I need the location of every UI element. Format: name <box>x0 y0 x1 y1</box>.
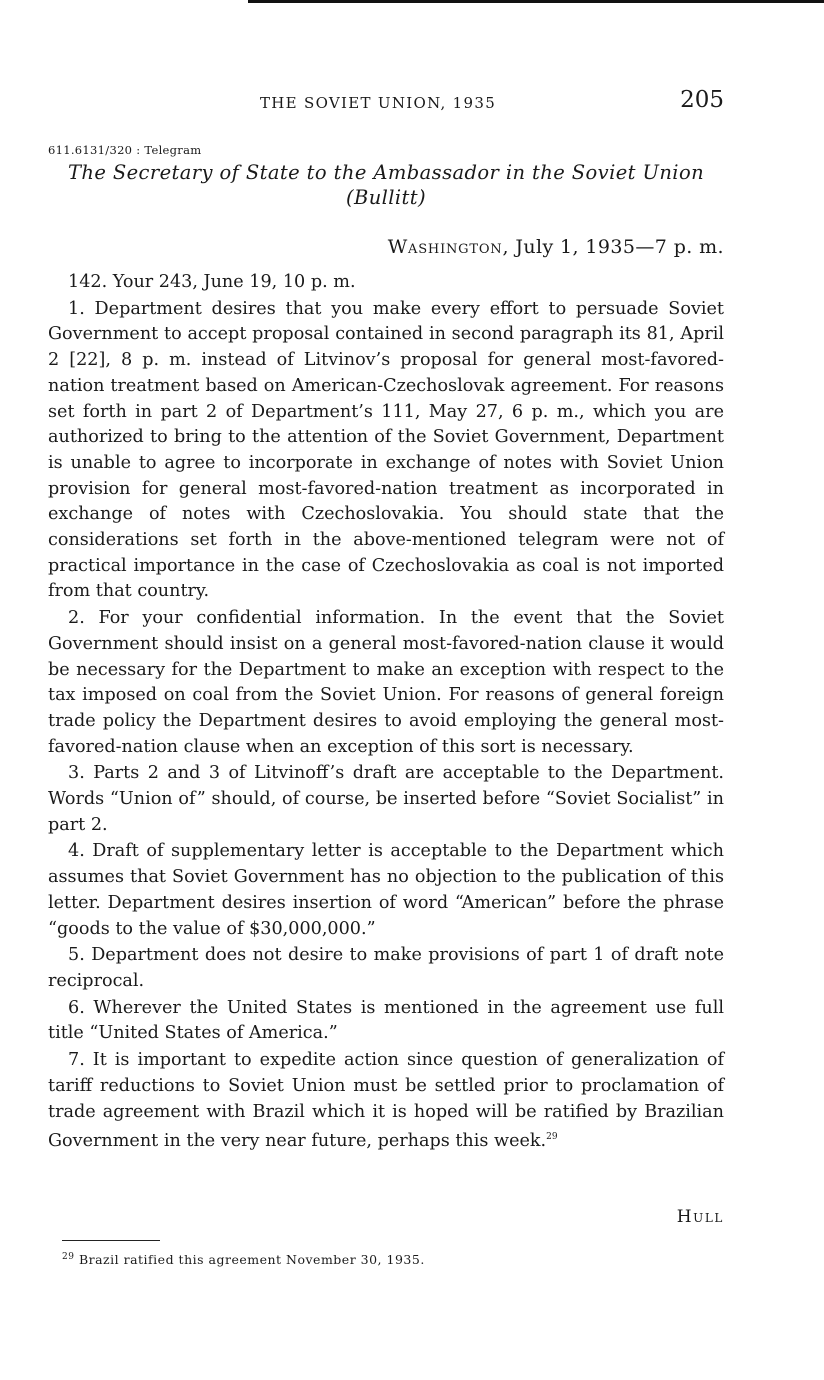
paragraph-2: 2. For your confidential information. In the event that the Soviet Government should insist on a general most-favored-nation clause it would be necessary for the Department to make an exception with respect to the tax imposed on coal from the Soviet Union. For reasons of general foreign trade policy the Department desires to avoid employing the general most-favored-nation clause when an exception of this sort is necessary. <box>48 608 724 757</box>
paragraph-4: 4. Draft of supplementary letter is acceptable to the Department which assumes that Soviet Government has no objection to the publication of this letter. Department desires insertion of word “American” before the phrase “goods to the value of $30,000,000.” <box>48 841 724 939</box>
dateline-place: Washington <box>387 236 503 258</box>
telegram-body <box>48 270 724 1156</box>
page-number: 205 <box>680 87 724 113</box>
footnote-divider <box>62 1240 160 1241</box>
paragraph-reference: 142. Your 243, June 19, 10 p. m. <box>68 272 356 292</box>
title-line-1: The Secretary of State to the Ambassador in the Soviet Union <box>67 161 705 184</box>
paragraph-3: 3. Parts 2 and 3 of Litvinoff’s draft are acceptable to the Department. Words “Union of” should, of course, be inserted before “Soviet Socialist” in part 2. <box>48 763 724 835</box>
top-edge-rule <box>248 0 824 3</box>
paragraph-7-text: 7. It is important to expedite action since question of generalization of tariff reductions to Soviet Union must be settled prior to proclamation of trade agreement with Brazil which it is hoped will be ratified by Brazilian Government in the very near future, perhaps this week. <box>48 1050 724 1152</box>
document-title <box>48 160 724 210</box>
page-header <box>48 87 724 120</box>
title-line-2: (Bullitt) <box>345 186 427 209</box>
paragraph-5: 5. Department does not desire to make provisions of part 1 of draft note reciprocal. <box>48 945 724 991</box>
paragraph-1: 1. Department desires that you make every effort to persuade Soviet Government to accept proposal contained in second paragraph its 81, April 2 [22], 8 p. m. instead of Litvinov’s proposal for general most-favored-nation treatment based on American-Czechoslovak agreement. For reasons set forth in part 2 of Department’s 111, May 27, 6 p. m., which you are authorized to bring to the attention of the Soviet Government, Department is unable to agree to incorporate in exchange of notes with Soviet Union provision for general most-favored-nation treatment as incorporated in exchange of notes with Czechoslovakia. You should state that the considerations set forth in the above-mentioned telegram were not of practical importance in the case of Czechoslovakia as coal is not imported from that country. <box>48 298 724 602</box>
signature: Hull <box>676 1207 724 1227</box>
dateline-date: , July 1, 1935—7 p. m. <box>502 236 724 258</box>
running-head: THE SOVIET UNION, 1935 <box>260 94 497 112</box>
footnote-reference: 29 <box>546 1132 558 1143</box>
paragraph-6: 6. Wherever the United States is mentioned in the agreement use full title “United States of America.” <box>48 997 724 1044</box>
dateline <box>388 236 724 258</box>
footnote-text: Brazil ratified this agreement November 30, 1935. <box>78 1252 425 1268</box>
footnote-marker: 29 <box>62 1252 75 1262</box>
file-reference: 611.6131/320 : Telegram <box>48 143 202 157</box>
footnote <box>62 1252 425 1267</box>
paragraph-7 <box>48 1048 724 1155</box>
